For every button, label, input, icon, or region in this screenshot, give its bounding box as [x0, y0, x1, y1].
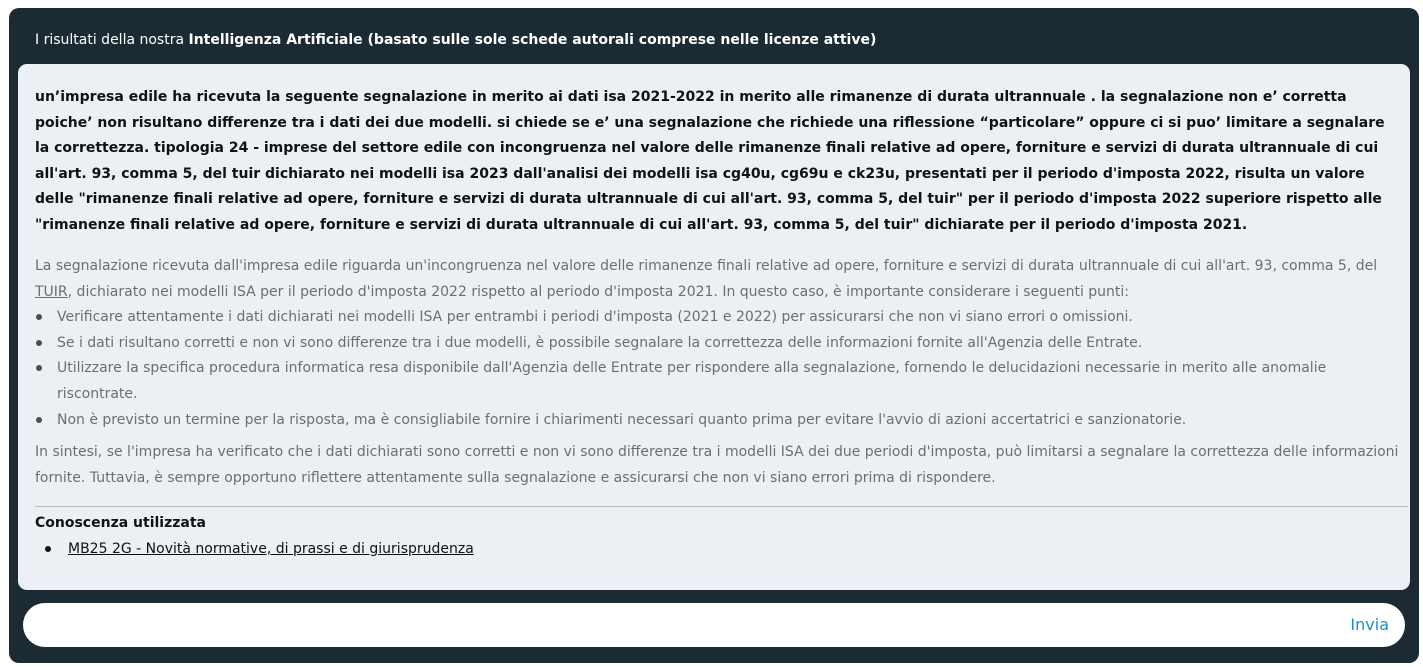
knowledge-item	[45, 539, 474, 559]
knowledge-title: Conoscenza utilizzata	[35, 515, 206, 531]
message-input[interactable]	[43, 609, 1327, 643]
bullet-icon	[36, 340, 42, 346]
bullet-icon	[36, 365, 42, 371]
bullet-icon	[45, 546, 51, 552]
ai-answer	[35, 254, 1403, 491]
header-title: Intelligenza Artificiale (basato sulle sole schede autorali comprese nelle licenze attive)	[188, 32, 877, 48]
list-item	[35, 408, 1403, 434]
list-item	[35, 331, 1403, 357]
tuir-link[interactable]: TUIR	[35, 283, 68, 300]
bullet-icon	[36, 417, 42, 423]
header-prefix: I risultati della nostra	[35, 32, 189, 48]
user-question: un’impresa edile ha ricevuta la seguente segnalazione in merito ai dati isa 2021-2022 in merito alle rimanenze di durata ultrannuale . la segnalazione non e’ corretta poiche’ non risultano differenze tra i dati dei due modelli. si chiede se e’ una segnalazione che richiede una riflessione “particolare” oppure ci si puo’ limitare a segnalare la correttezza. tipologia 24 - imprese del settore edile con incongruenza nel valore delle rimanenze finali relative ad opere, forniture e servizi di durata ultrannuale di cui all'art. 93, comma 5, del tuir dichiarato nei modelli isa 2023 dall'analisi dei modelli isa cg40u, cg69u e ck23u, presentati per il periodo d'imposta 2022, risulta un valore delle "rimanenze finali relative ad opere, forniture e servizi di durata ultrannuale di cui all'art. 93, comma 5, del tuir" per il periodo d'imposta 2022 superiore rispetto alle "rimanenze finali relative ad opere, forniture e servizi di durata ultrannuale di cui all'art. 93, comma 5, del tuir" dichiarate per il periodo d'imposta 2021.	[35, 89, 1385, 233]
answer-intro-after: , dichiarato nei modelli ISA per il periodo d'imposta 2022 rispetto al periodo d'imposta 2021. In questo caso, è importante considerare i seguenti punti:	[67, 283, 1130, 300]
list-item	[35, 305, 1403, 331]
knowledge-source-link[interactable]: MB25 2G - Novità normative, di prassi e di giurisprudenza	[68, 541, 474, 557]
answer-point-text: Non è previsto un termine per la risposta, ma è consigliabile fornire i chiarimenti necessari quanto prima per evitare l'avvio di azioni accertatrici e sanzionatorie.	[57, 411, 1187, 428]
answer-intro	[35, 254, 1403, 305]
answer-point-text: Verificare attentamente i dati dichiarati nei modelli ISA per entrambi i periodi d'imposta (2021 e 2022) per assicurarsi che non vi siano errori o omissioni.	[57, 309, 1133, 326]
message-input-bar	[23, 603, 1405, 647]
panel-header	[35, 30, 876, 50]
send-button[interactable]: Invia	[1350, 615, 1389, 634]
answer-summary: In sintesi, se l'impresa ha verificato che i dati dichiarati sono corretti e non vi sono differenze tra i modelli ISA dei due periodi d'imposta, può limitarsi a segnalare la correttezza delle informazioni fornite. Tuttavia, è sempre opportuno riflettere attentamente sulla segnalazione e assicurarsi che non vi siano errori prima di rispondere.	[35, 444, 1399, 486]
divider	[35, 506, 1408, 507]
answer-intro-before: La segnalazione ricevuta dall'impresa edile riguarda un'incongruenza nel valore delle rimanenze finali relative ad opere, forniture e servizi di durata ultrannuale di cui all'art. 93, comma 5, del	[35, 258, 1378, 274]
answer-point-text: Utilizzare la specifica procedura informatica resa disponibile dall'Agenzia delle Entrate per rispondere alla segnalazione, fornendo le delucidazioni necessarie in merito alle anomalie riscontrate.	[57, 360, 1327, 402]
answer-point-text: Se i dati risultano corretti e non vi sono differenze tra i due modelli, è possibile segnalare la correttezza delle informazioni fornite all'Agenzia delle Entrate.	[57, 334, 1143, 351]
list-item	[35, 356, 1403, 407]
bullet-icon	[36, 314, 42, 320]
answer-points-list	[35, 305, 1403, 433]
ai-results-panel	[9, 8, 1419, 663]
result-card	[18, 64, 1410, 590]
